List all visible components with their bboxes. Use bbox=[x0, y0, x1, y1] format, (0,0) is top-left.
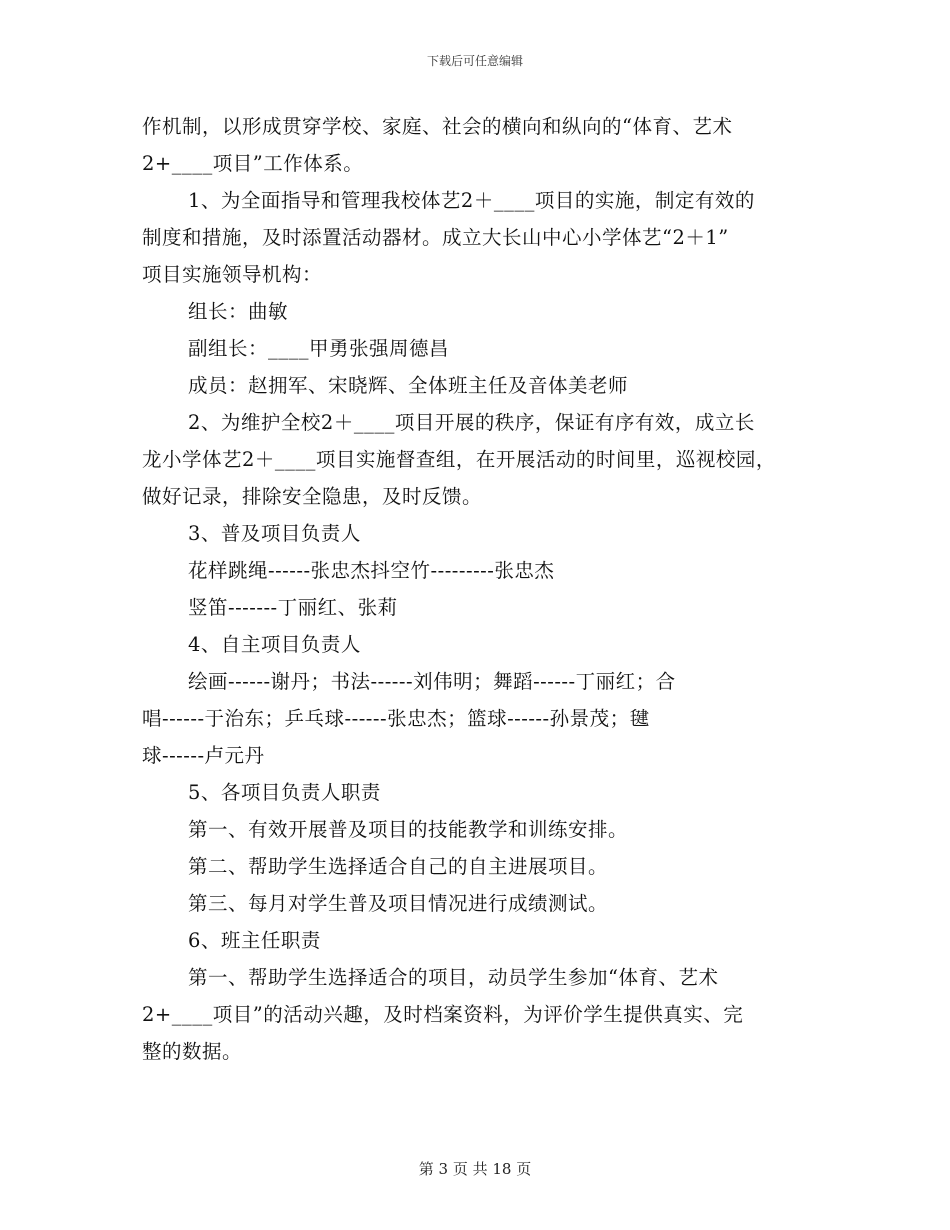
text-line: 绘画------谢丹；书法------刘伟明；舞蹈------丁丽红；合 bbox=[188, 670, 676, 693]
text-line: 2+____项目”工作体系。 bbox=[142, 152, 364, 175]
text-line: 第三、每月对学生普及项目情况进行成绩测试。 bbox=[188, 892, 609, 915]
section-heading: 2、为维护全校2＋____项目开展的秩序，保证有序有效，成立长 bbox=[188, 411, 755, 434]
text-line: 第一、有效开展普及项目的技能教学和训练安排。 bbox=[188, 818, 629, 841]
section-heading: 6、班主任职责 bbox=[188, 929, 321, 952]
text-line: 整的数据。 bbox=[142, 1040, 243, 1063]
text-line: 第一、帮助学生选择适合的项目，动员学生参加“体育、艺术 bbox=[188, 966, 719, 989]
text-line: 第二、帮助学生选择适合自己的自主进展项目。 bbox=[188, 855, 609, 878]
text-line: 唱------于治东；乒乓球------张忠杰；篮球------孙景茂；毽 bbox=[142, 707, 650, 730]
text-line: 制度和措施，及时添置活动器材。成立大长山中心小学体艺“2＋1” bbox=[142, 226, 729, 249]
text-line: 龙小学体艺2＋____项目实施督查组，在开展活动的时间里，巡视校园， bbox=[142, 448, 776, 471]
text-line: 花样跳绳------张忠杰抖空竹---------张忠杰 bbox=[188, 559, 555, 582]
text-line: 副组长：____甲勇张强周德昌 bbox=[188, 337, 450, 360]
text-line: 做好记录，排除安全隐患，及时反馈。 bbox=[142, 485, 483, 508]
text-line: 项目实施领导机构： bbox=[142, 263, 323, 286]
section-heading: 4、自主项目负责人 bbox=[188, 633, 361, 656]
document-body bbox=[142, 108, 822, 1070]
text-line: 球------卢元丹 bbox=[142, 744, 265, 767]
section-heading: 3、普及项目负责人 bbox=[188, 522, 361, 545]
text-line: 竖笛-------丁丽红、张莉 bbox=[188, 596, 398, 619]
page-number: 第 3 页 共 18 页 bbox=[418, 1160, 532, 1178]
page-header: 下载后可任意编辑 bbox=[426, 54, 523, 68]
section-heading: 5、各项目负责人职责 bbox=[188, 781, 381, 804]
text-line: 组长：曲敏 bbox=[188, 300, 289, 323]
text-line: 成员：赵拥军、宋晓辉、全体班主任及音体美老师 bbox=[188, 374, 629, 397]
text-line: 2+____项目”的活动兴趣，及时档案资料，为评价学生提供真实、完 bbox=[142, 1003, 744, 1026]
section-heading: 1、为全面指导和管理我校体艺2＋____项目的实施，制定有效的 bbox=[188, 189, 755, 212]
text-line: 作机制，以形成贯穿学校、家庭、社会的横向和纵向的“体育、艺术 bbox=[142, 115, 733, 138]
